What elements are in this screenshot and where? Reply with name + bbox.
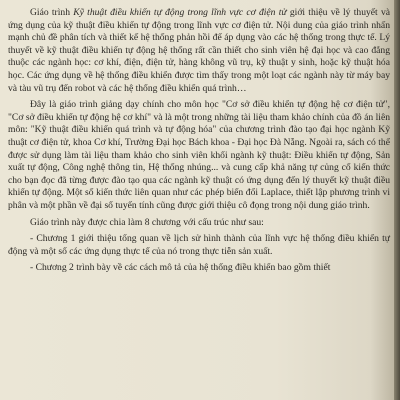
book-title-italic: Kỹ thuật điều khiển tự động trong lĩnh vực cơ điện tử [73,7,287,18]
paragraph-chapter-1: - Chương 1 giới thiệu tổng quan về lịch sử hình thành của lĩnh vực hệ thống điều khiển tự động và một số các ứng dụng thực tế của nó trong thực tiễn sản xuất. [8,233,390,257]
book-binding-edge [394,0,400,400]
paragraph-purpose: Đây là giáo trình giảng dạy chính cho môn học "Cơ sở điều khiển tự động hệ cơ điện tử", "Cơ sở điều khiển tự động hệ cơ khí" và là một trong những tài liệu tham khảo chính của đồ án liên môn: "Kỹ thuật điều khiển quá trình và tự động hóa" của chương trình đào tạo đại học ngành Kỹ thuật cơ điện tử, khoa Cơ khí, Trường Đại học Bách khoa - Đại học Đà Nẵng. Ngoài ra, sách có thể được sử dụng làm tài liệu tham khảo cho sinh viên khối ngành kỹ thuật: Điều khiển tự động, Sản xuất tự động, Công nghệ thông tin, Hệ thống nhúng... và cung cấp khả năng tự củng cố kiến thức cho bạn đọc đã từng được đào tạo qua các ngành kỹ thuật có ứng dụng đến lý thuyết kỹ thuật điều khiển tự động. Một số kiến thức liên quan như các phép biến đổi Laplace, thiết lập phương trình vi phân và một phần về đại số tuyến tính cũng được giới thiệu cô đọng trong nội dung giáo trình. [8,99,390,211]
paragraph-structure: Giáo trình này được chia làm 8 chương với cấu trúc như sau: [30,216,264,228]
intro-text-after: giới thiệu về lý thuyết và ứng dụng của kỹ thuật điều khiển tự động trong lĩnh vực cơ điện tử. Nội dung của giáo trình nhấn mạnh chủ đề phân tích và thiết kế hệ thống phản hồi để áp dụng vào các hệ thống trong thực tế. Lý thuyết về kỹ thuật điều khiển tự động hệ thống rất cần thiết cho sinh viên hệ đại học và cao đẳng thuộc các ngành học: cơ khí, điện, điện tử, hàng không vũ trụ, kỹ thuật y sinh, hoặc kỹ thuật hóa học. Các ứng dụng về hệ thống điều khiển được tìm thấy trong một loạt các ngành này từ máy bay và tàu vũ trụ đến robot và các hệ thống điều khiển quá trình… [8,7,391,94]
page-text [8,7,390,278]
paragraph-chapter-2: - Chương 2 trình bày về các cách mô tả của hệ thống điều khiển bao gồm thiết [30,262,331,274]
paragraph-intro [8,7,390,95]
intro-text-before: Giáo trình [30,7,74,18]
